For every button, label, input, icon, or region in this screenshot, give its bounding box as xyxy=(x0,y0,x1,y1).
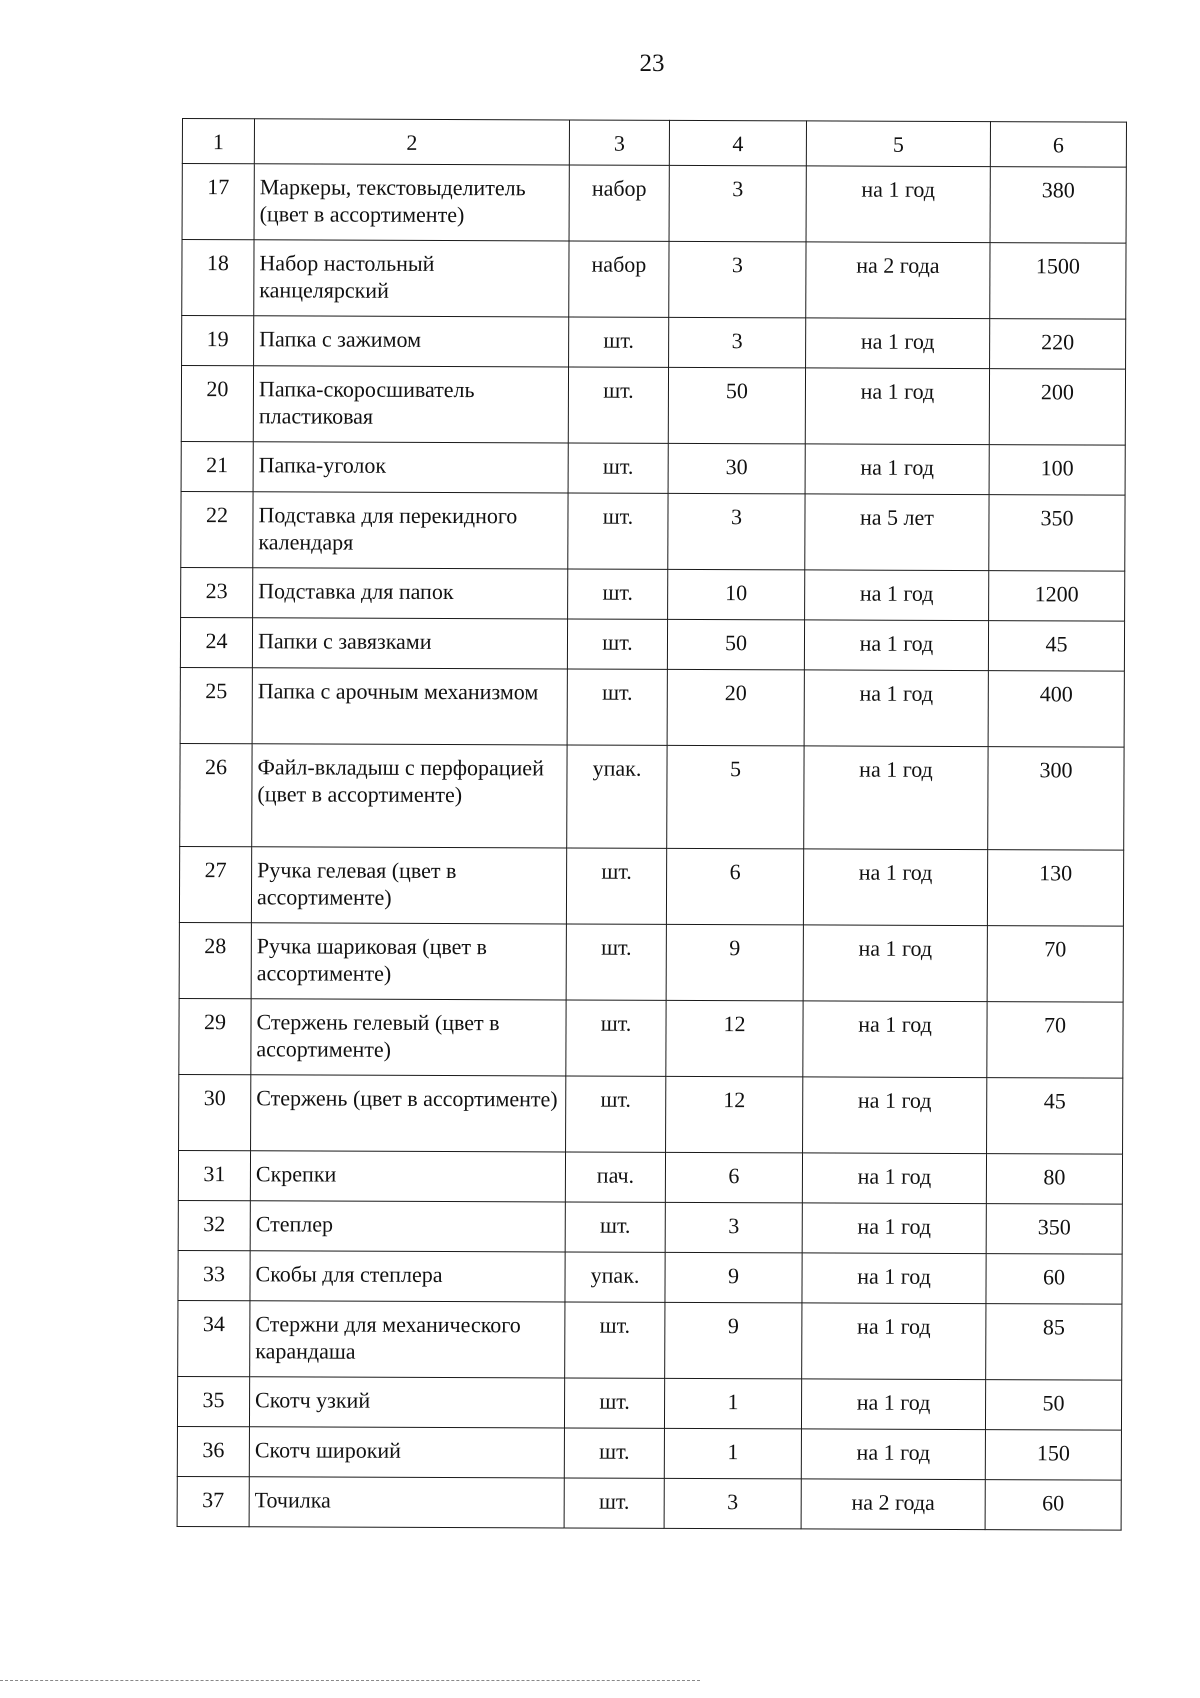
table-row xyxy=(178,1250,1122,1304)
item-unit: шт. xyxy=(566,1000,666,1076)
item-term: на 2 года xyxy=(806,242,990,319)
item-quantity: 30 xyxy=(668,443,805,494)
item-number: 25 xyxy=(180,667,252,743)
item-price: 1500 xyxy=(990,243,1126,320)
item-unit: шт. xyxy=(564,1428,664,1478)
item-unit: шт. xyxy=(567,619,667,669)
table-row xyxy=(182,164,1126,244)
item-unit: набор xyxy=(569,241,669,317)
item-term: на 1 год xyxy=(801,1379,985,1430)
item-number: 21 xyxy=(181,441,253,491)
item-term: на 1 год xyxy=(802,1253,986,1304)
item-name: Стержни для механического карандаша xyxy=(250,1301,565,1378)
item-unit: шт. xyxy=(568,493,668,569)
item-unit: шт. xyxy=(568,569,668,619)
item-quantity: 10 xyxy=(668,569,805,620)
item-name: Подставка для перекидного календаря xyxy=(253,492,568,569)
item-price: 100 xyxy=(989,445,1125,496)
item-price: 60 xyxy=(985,1480,1121,1531)
item-unit: шт. xyxy=(565,1202,665,1252)
item-unit: упак. xyxy=(565,1252,665,1302)
item-price: 380 xyxy=(990,167,1126,244)
item-price: 400 xyxy=(988,671,1124,748)
item-name: Стержень гелевый (цвет в ассортименте) xyxy=(251,999,566,1076)
item-number: 31 xyxy=(178,1150,250,1200)
table-header xyxy=(182,119,1126,168)
item-number: 36 xyxy=(177,1426,249,1476)
item-term: на 1 год xyxy=(806,318,990,369)
item-quantity: 3 xyxy=(669,241,806,318)
item-term: на 1 год xyxy=(803,1077,987,1154)
item-unit: шт. xyxy=(569,317,669,367)
item-name: Ручка гелевая (цвет в ассортименте) xyxy=(251,847,566,924)
item-number: 34 xyxy=(178,1300,250,1376)
item-term: на 1 год xyxy=(803,925,987,1002)
item-unit: шт. xyxy=(568,443,668,493)
item-quantity: 50 xyxy=(668,367,805,444)
item-price: 80 xyxy=(986,1154,1122,1205)
item-number: 30 xyxy=(179,1074,251,1150)
item-price: 300 xyxy=(988,747,1124,851)
column-header-5: 5 xyxy=(806,121,990,167)
table-row xyxy=(181,567,1125,621)
item-price: 50 xyxy=(985,1380,1121,1431)
item-price: 1200 xyxy=(989,571,1125,622)
item-quantity: 3 xyxy=(669,317,806,368)
table-row xyxy=(179,998,1123,1078)
item-price: 70 xyxy=(987,1002,1123,1079)
item-price: 350 xyxy=(989,495,1125,572)
item-price: 60 xyxy=(986,1254,1122,1305)
item-quantity: 5 xyxy=(667,745,804,849)
item-term: на 2 года xyxy=(801,1479,985,1530)
item-quantity: 6 xyxy=(665,1152,802,1203)
item-price: 70 xyxy=(987,926,1123,1003)
item-name: Маркеры, текстовыделитель (цвет в ассортименте) xyxy=(254,164,569,241)
item-term: на 1 год xyxy=(801,1429,985,1480)
item-name: Скотч широкий xyxy=(249,1427,564,1478)
item-term: на 1 год xyxy=(804,670,988,747)
item-quantity: 20 xyxy=(667,669,804,746)
item-number: 22 xyxy=(181,491,253,567)
item-name: Набор настольный канцелярский xyxy=(254,240,569,317)
item-number: 29 xyxy=(179,998,251,1074)
supplies-table-container xyxy=(177,118,1126,1531)
item-quantity: 6 xyxy=(666,848,803,925)
page-number: 23 xyxy=(639,50,665,77)
item-term: на 1 год xyxy=(802,1303,986,1380)
item-quantity: 50 xyxy=(667,619,804,670)
item-name: Точилка xyxy=(249,1477,564,1528)
item-unit: шт. xyxy=(567,669,667,745)
item-name: Степлер xyxy=(250,1201,565,1252)
item-quantity: 3 xyxy=(669,165,806,242)
item-unit: набор xyxy=(569,165,669,241)
table-row xyxy=(177,1426,1121,1480)
table-row xyxy=(178,1150,1122,1204)
table-row xyxy=(179,922,1123,1002)
item-term: на 1 год xyxy=(802,1203,986,1254)
item-price: 130 xyxy=(987,850,1123,927)
item-number: 18 xyxy=(182,240,254,316)
column-header-2: 2 xyxy=(254,119,569,165)
table-row xyxy=(180,667,1124,747)
item-name: Папка с зажимом xyxy=(254,316,569,367)
column-header-4: 4 xyxy=(669,120,806,166)
table-row xyxy=(178,1300,1122,1380)
item-term: на 1 год xyxy=(805,570,989,621)
table-body xyxy=(177,164,1126,1531)
item-number: 20 xyxy=(181,366,253,442)
item-number: 26 xyxy=(180,743,252,846)
column-header-6: 6 xyxy=(990,122,1126,168)
table-row xyxy=(177,1476,1121,1530)
item-number: 19 xyxy=(182,316,254,366)
table-row xyxy=(180,743,1124,850)
table-row xyxy=(182,316,1126,370)
item-number: 23 xyxy=(181,567,253,617)
item-name: Стержень (цвет в ассортименте) xyxy=(251,1075,566,1152)
table-row xyxy=(179,846,1123,926)
item-unit: шт. xyxy=(565,1302,665,1378)
scan-artifact-line xyxy=(0,1680,700,1681)
item-name: Папки с завязками xyxy=(252,618,567,669)
item-number: 37 xyxy=(177,1476,249,1526)
item-name: Папка с арочным механизмом xyxy=(252,668,567,745)
item-name: Файл-вкладыш с перфорацией (цвет в ассортименте) xyxy=(252,744,567,848)
item-unit: шт. xyxy=(566,924,666,1000)
item-quantity: 3 xyxy=(668,493,805,570)
item-price: 150 xyxy=(985,1430,1121,1481)
item-unit: шт. xyxy=(564,1378,664,1428)
table-row xyxy=(178,1200,1122,1254)
item-name: Ручка шариковая (цвет в ассортименте) xyxy=(251,923,566,1000)
item-price: 45 xyxy=(988,621,1124,672)
item-number: 28 xyxy=(179,922,251,998)
item-term: на 1 год xyxy=(802,1153,986,1204)
item-quantity: 3 xyxy=(664,1478,801,1529)
item-term: на 1 год xyxy=(805,368,989,445)
item-number: 24 xyxy=(180,617,252,667)
item-price: 220 xyxy=(990,319,1126,370)
table-row xyxy=(180,617,1124,671)
table-row xyxy=(182,240,1126,320)
item-quantity: 1 xyxy=(664,1378,801,1429)
item-name: Папка-уголок xyxy=(253,442,568,493)
item-term: на 1 год xyxy=(803,849,987,926)
item-quantity: 9 xyxy=(666,924,803,1001)
item-name: Скрепки xyxy=(250,1151,565,1202)
item-name: Скотч узкий xyxy=(249,1377,564,1428)
item-number: 32 xyxy=(178,1200,250,1250)
item-unit: упак. xyxy=(567,745,667,848)
item-quantity: 9 xyxy=(665,1252,802,1303)
item-quantity: 12 xyxy=(666,1076,803,1153)
item-unit: шт. xyxy=(566,1076,666,1152)
table-row xyxy=(181,441,1125,495)
item-unit: шт. xyxy=(564,1478,664,1528)
item-term: на 5 лет xyxy=(805,494,989,571)
item-quantity: 9 xyxy=(665,1302,802,1379)
table-row xyxy=(181,491,1125,571)
item-quantity: 1 xyxy=(664,1428,801,1479)
supplies-table xyxy=(177,118,1127,1531)
item-price: 45 xyxy=(987,1078,1123,1155)
item-number: 35 xyxy=(177,1376,249,1426)
item-term: на 1 год xyxy=(803,1001,987,1078)
item-term: на 1 год xyxy=(804,620,988,671)
item-name: Скобы для степлера xyxy=(250,1251,565,1302)
table-row xyxy=(179,1074,1123,1154)
item-number: 27 xyxy=(179,846,251,922)
table-row xyxy=(177,1376,1121,1430)
column-header-1: 1 xyxy=(182,119,254,164)
item-number: 17 xyxy=(182,164,254,240)
item-quantity: 3 xyxy=(665,1202,802,1253)
item-term: на 1 год xyxy=(804,746,988,850)
item-term: на 1 год xyxy=(806,166,990,243)
item-quantity: 12 xyxy=(666,1000,803,1077)
column-header-3: 3 xyxy=(569,120,669,165)
table-row xyxy=(181,366,1125,446)
header-row xyxy=(182,119,1126,168)
item-term: на 1 год xyxy=(805,444,989,495)
item-price: 200 xyxy=(989,369,1125,446)
item-price: 350 xyxy=(986,1204,1122,1255)
item-unit: шт. xyxy=(568,367,668,443)
item-price: 85 xyxy=(986,1304,1122,1381)
item-unit: пач. xyxy=(565,1152,665,1202)
item-number: 33 xyxy=(178,1250,250,1300)
item-name: Подставка для папок xyxy=(253,568,568,619)
item-unit: шт. xyxy=(566,848,666,924)
item-name: Папка-скоросшиватель пластиковая xyxy=(253,366,568,443)
